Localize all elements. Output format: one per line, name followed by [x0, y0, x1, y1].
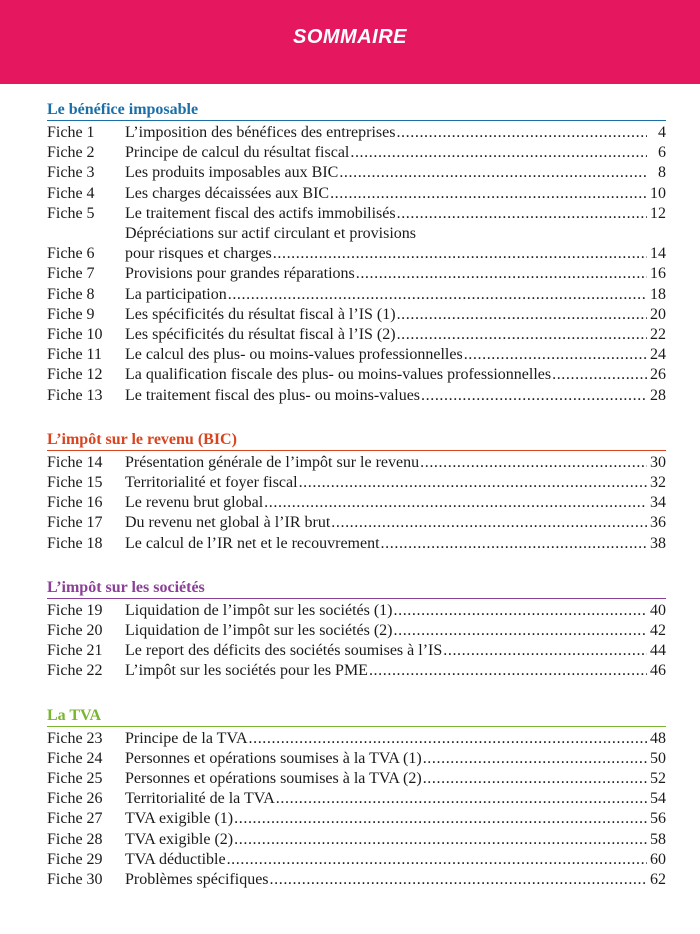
entry-title: Problèmes spécifiques	[125, 871, 269, 889]
toc-entry[interactable]	[47, 513, 666, 533]
toc-entry[interactable]	[47, 830, 666, 850]
entry-title: TVA exigible (1)	[125, 810, 234, 828]
entry-title: Les spécificités du résultat fiscal à l’IS (2)	[125, 326, 396, 344]
fiche-number: Fiche 5	[47, 204, 95, 222]
dot-leader	[270, 870, 647, 890]
toc-entry[interactable]	[47, 123, 666, 143]
entry-title: Présentation générale de l’impôt sur le revenu	[125, 453, 420, 471]
entry-title: Le traitement fiscal des actifs immobilisés	[125, 204, 396, 222]
dot-leader	[264, 493, 647, 513]
entry-title: TVA déductible	[125, 850, 226, 868]
entry-title: Le traitement fiscal des plus- ou moins-values	[125, 386, 421, 404]
fiche-number: Fiche 3	[47, 164, 95, 182]
toc-entry[interactable]	[47, 809, 666, 829]
dot-leader	[420, 453, 647, 473]
dot-leader	[394, 601, 648, 621]
entry-title: Le report des déficits des sociétés soumises à l’IS	[125, 642, 443, 660]
header-banner	[0, 0, 700, 84]
page-number: 24	[650, 346, 666, 364]
entry-title: Principe de calcul du résultat fiscal	[125, 144, 350, 162]
page-number: 18	[650, 285, 666, 303]
fiche-number: Fiche 7	[47, 265, 95, 283]
page-number: 32	[650, 474, 666, 492]
entry-title: Le revenu brut global	[125, 494, 264, 512]
fiche-number: Fiche 22	[47, 662, 103, 680]
fiche-number: Fiche 10	[47, 326, 103, 344]
fiche-number: Fiche 8	[47, 285, 95, 303]
fiche-number: Fiche 12	[47, 366, 103, 384]
page-number: 50	[650, 749, 666, 767]
entry-list	[47, 729, 666, 891]
entry-title: La participation	[125, 285, 227, 303]
fiche-number: Fiche 18	[47, 534, 103, 552]
toc-section	[47, 100, 666, 406]
dot-leader	[330, 184, 647, 204]
toc-entry[interactable]	[47, 305, 666, 325]
entry-title: Personnes et opérations soumises à la TVA (1)	[125, 749, 422, 767]
fiche-number: Fiche 16	[47, 494, 103, 512]
fiche-number: Fiche 9	[47, 305, 95, 323]
page-number: 12	[650, 204, 666, 222]
entry-title: L’impôt sur les sociétés pour les PME	[125, 662, 368, 680]
dot-leader	[356, 264, 647, 284]
toc-entry[interactable]	[47, 661, 666, 681]
entry-title: pour risques et charges	[125, 245, 272, 263]
dot-leader	[423, 769, 647, 789]
toc-entry[interactable]	[47, 285, 666, 305]
section-title: L’impôt sur le revenu (BIC)	[47, 430, 666, 451]
toc-entry[interactable]	[47, 493, 666, 513]
fiche-number: Fiche 23	[47, 729, 103, 747]
page-number: 20	[650, 305, 666, 323]
toc-entry[interactable]	[47, 325, 666, 345]
page-number: 28	[650, 386, 666, 404]
dot-leader	[227, 850, 647, 870]
toc-entry[interactable]	[47, 850, 666, 870]
dot-leader	[273, 244, 647, 264]
entry-title: Les produits imposables aux BIC	[125, 164, 339, 182]
toc-entry[interactable]	[47, 534, 666, 554]
toc-entry[interactable]	[47, 870, 666, 890]
toc-entry[interactable]	[47, 789, 666, 809]
toc-entry[interactable]	[47, 204, 666, 224]
page-number: 40	[650, 601, 666, 619]
fiche-number: Fiche 4	[47, 184, 95, 202]
dot-leader	[249, 729, 648, 749]
page-number: 34	[650, 494, 666, 512]
toc-entry[interactable]	[47, 641, 666, 661]
fiche-number: Fiche 19	[47, 601, 103, 619]
toc-entry[interactable]	[47, 453, 666, 473]
fiche-number: Fiche 25	[47, 770, 103, 788]
toc-entry[interactable]	[47, 749, 666, 769]
page-number: 8	[658, 164, 666, 182]
entry-list	[47, 453, 666, 554]
toc-section	[47, 430, 666, 554]
page-number: 16	[650, 265, 666, 283]
toc-entry[interactable]	[47, 163, 666, 183]
section-spacer	[47, 406, 666, 430]
page-number: 62	[650, 871, 666, 889]
toc-entry[interactable]	[47, 224, 666, 264]
dot-leader	[369, 661, 647, 681]
dot-leader	[443, 641, 647, 661]
dot-leader	[394, 621, 648, 641]
fiche-number: Fiche 2	[47, 144, 95, 162]
page-number: 36	[650, 514, 666, 532]
fiche-number: Fiche 1	[47, 124, 95, 141]
page-number: 48	[650, 729, 666, 747]
page-number: 38	[650, 534, 666, 552]
toc-entry[interactable]	[47, 769, 666, 789]
page-number: 56	[650, 810, 666, 828]
fiche-number: Fiche 20	[47, 622, 103, 640]
dot-leader	[397, 305, 647, 325]
fiche-number: Fiche 13	[47, 386, 103, 404]
dot-leader	[464, 345, 647, 365]
fiche-number: Fiche 26	[47, 790, 103, 808]
dot-leader	[423, 749, 647, 769]
fiche-number: Fiche 11	[47, 346, 102, 364]
dot-leader	[421, 386, 647, 406]
toc-entry[interactable]	[47, 473, 666, 493]
toc-entry[interactable]	[47, 365, 666, 385]
toc-entry[interactable]	[47, 184, 666, 204]
entry-title: Liquidation de l’impôt sur les sociétés (2)	[125, 622, 393, 640]
fiche-number: Fiche 6	[47, 245, 95, 263]
page-number: 46	[650, 662, 666, 680]
entry-title: Le calcul des plus- ou moins-values professionnelles	[125, 346, 463, 364]
section-title: Le bénéfice imposable	[47, 100, 666, 121]
dot-leader	[234, 809, 647, 829]
fiche-number: Fiche 28	[47, 830, 103, 848]
page-number: 4	[658, 124, 666, 141]
page-number: 26	[650, 366, 666, 384]
page-number: 6	[658, 144, 666, 162]
dot-leader	[331, 513, 647, 533]
dot-leader	[397, 325, 647, 345]
toc-entry[interactable]	[47, 386, 666, 406]
entry-title: Personnes et opérations soumises à la TVA (2)	[125, 770, 422, 788]
page-number: 14	[650, 245, 666, 263]
fiche-number: Fiche 17	[47, 514, 103, 532]
dot-leader	[276, 789, 647, 809]
fiche-number: Fiche 27	[47, 810, 103, 828]
fiche-number: Fiche 29	[47, 850, 103, 868]
entry-list	[47, 601, 666, 682]
page-number: 10	[650, 184, 666, 202]
entry-title: La qualification fiscale des plus- ou moins-values professionnelles	[125, 366, 552, 384]
toc-entry[interactable]	[47, 345, 666, 365]
fiche-number: Fiche 30	[47, 871, 103, 889]
section-spacer	[47, 554, 666, 578]
entry-title: Liquidation de l’impôt sur les sociétés (1)	[125, 601, 393, 619]
toc-entry[interactable]	[47, 143, 666, 163]
dot-leader	[396, 123, 647, 143]
toc-entry[interactable]	[47, 621, 666, 641]
page-number: 30	[650, 453, 666, 471]
entry-title: Du revenu net global à l’IR brut	[125, 514, 331, 532]
entry-title: Dépréciations sur actif circulant et provisions	[125, 225, 417, 243]
entry-title: Les spécificités du résultat fiscal à l’IS (1)	[125, 305, 396, 323]
toc-entry[interactable]	[47, 729, 666, 749]
toc-entry[interactable]	[47, 601, 666, 621]
fiche-number: Fiche 14	[47, 453, 103, 471]
dot-leader	[299, 473, 647, 493]
page-number: 60	[650, 850, 666, 868]
toc-entry[interactable]	[47, 264, 666, 284]
fiche-number: Fiche 24	[47, 749, 103, 767]
page-number: 54	[650, 790, 666, 808]
entry-title: Principe de la TVA	[125, 729, 248, 747]
page-number: 22	[650, 326, 666, 344]
entry-title: TVA exigible (2)	[125, 830, 234, 848]
entry-title: Provisions pour grandes réparations	[125, 265, 355, 283]
section-title: La TVA	[47, 706, 666, 727]
toc-section	[47, 578, 666, 682]
page-number: 58	[650, 830, 666, 848]
entry-title: Territorialité de la TVA	[125, 790, 275, 808]
entry-title: Territorialité et foyer fiscal	[125, 474, 298, 492]
dot-leader	[552, 365, 647, 385]
fiche-number: Fiche 21	[47, 642, 103, 660]
fiche-number: Fiche 15	[47, 474, 103, 492]
page-number: 44	[650, 642, 666, 660]
dot-leader	[228, 285, 647, 305]
dot-leader	[397, 204, 647, 224]
dot-leader	[381, 534, 647, 554]
entry-list	[47, 123, 666, 406]
entry-title: Les charges décaissées aux BIC	[125, 184, 330, 202]
entry-title: L’imposition des bénéfices des entreprises	[125, 124, 396, 141]
page-title: SOMMAIRE	[293, 25, 407, 48]
section-title: L’impôt sur les sociétés	[47, 578, 666, 599]
entry-title: Le calcul de l’IR net et le recouvrement	[125, 534, 380, 552]
dot-leader	[350, 143, 647, 163]
section-spacer	[47, 682, 666, 706]
toc-section	[47, 706, 666, 891]
dot-leader	[339, 163, 647, 183]
page-number: 42	[650, 622, 666, 640]
page-number: 52	[650, 770, 666, 788]
dot-leader	[234, 830, 647, 850]
table-of-contents	[0, 84, 666, 890]
